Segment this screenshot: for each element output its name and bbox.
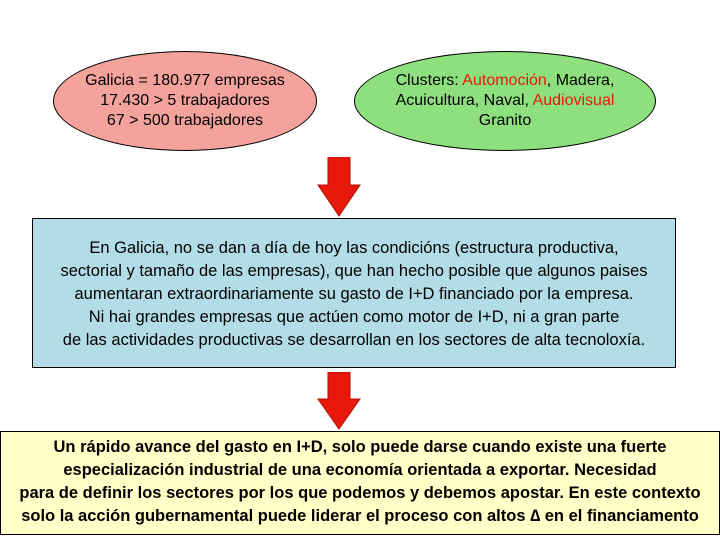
bottom-box-line: solo la acción gubernamental puede liderar el proceso con altos ∆ en el financiamento	[21, 507, 699, 525]
left-ellipse-line: 17.430 > 5 trabajadores	[100, 92, 270, 109]
left-ellipse	[53, 51, 317, 151]
bottom-box-line: especialización industrial de una economía orientada a exportar. Necesidad	[63, 461, 657, 479]
highlight-audiovisual: Audiovisual	[532, 92, 615, 109]
middle-text-box	[32, 218, 676, 368]
bottom-box-line: Un rápido avance del gasto en I+D, solo puede darse cuando existe una fuerte	[53, 438, 667, 456]
right-ellipse-text	[396, 71, 615, 131]
bottom-text-box	[0, 431, 720, 535]
middle-box-line: Ni hai grandes empresas que actúen como motor de I+D, ni a gran parte	[88, 308, 620, 326]
highlight-automocion: Automoción	[462, 72, 547, 89]
text-segment: , Madera,	[546, 72, 615, 89]
right-ellipse	[354, 51, 656, 151]
right-ellipse-line-2	[396, 91, 615, 111]
middle-box-line: de las actividades productivas se desarrollan en los sectores de alta tecnoloxía.	[62, 331, 646, 349]
middle-box-line: aumentaran extraordinariamente su gasto de I+D financiado por la empresa.	[74, 285, 634, 303]
middle-box-line: En Galicia, no se dan a día de hoy las condicións (estructura productiva,	[89, 239, 619, 257]
left-ellipse-line: Galicia = 180.977 empresas	[85, 72, 285, 89]
right-ellipse-line-1	[396, 71, 615, 91]
text-segment: Acuicultura, Naval,	[395, 92, 533, 109]
left-ellipse-line: 67 > 500 trabajadores	[106, 112, 264, 129]
bottom-box-line: para de definir los sectores por los que podemos y debemos apostar. En este contexto	[19, 484, 701, 502]
left-ellipse-text	[85, 71, 285, 131]
down-arrow-icon	[317, 372, 361, 430]
down-arrow-icon	[317, 157, 361, 217]
right-ellipse-line-3: Granito	[478, 112, 532, 129]
middle-box-line: sectorial y tamaño de las empresas), que han hecho posible que algunos paises	[60, 262, 648, 280]
text-segment: Clusters:	[395, 72, 463, 89]
